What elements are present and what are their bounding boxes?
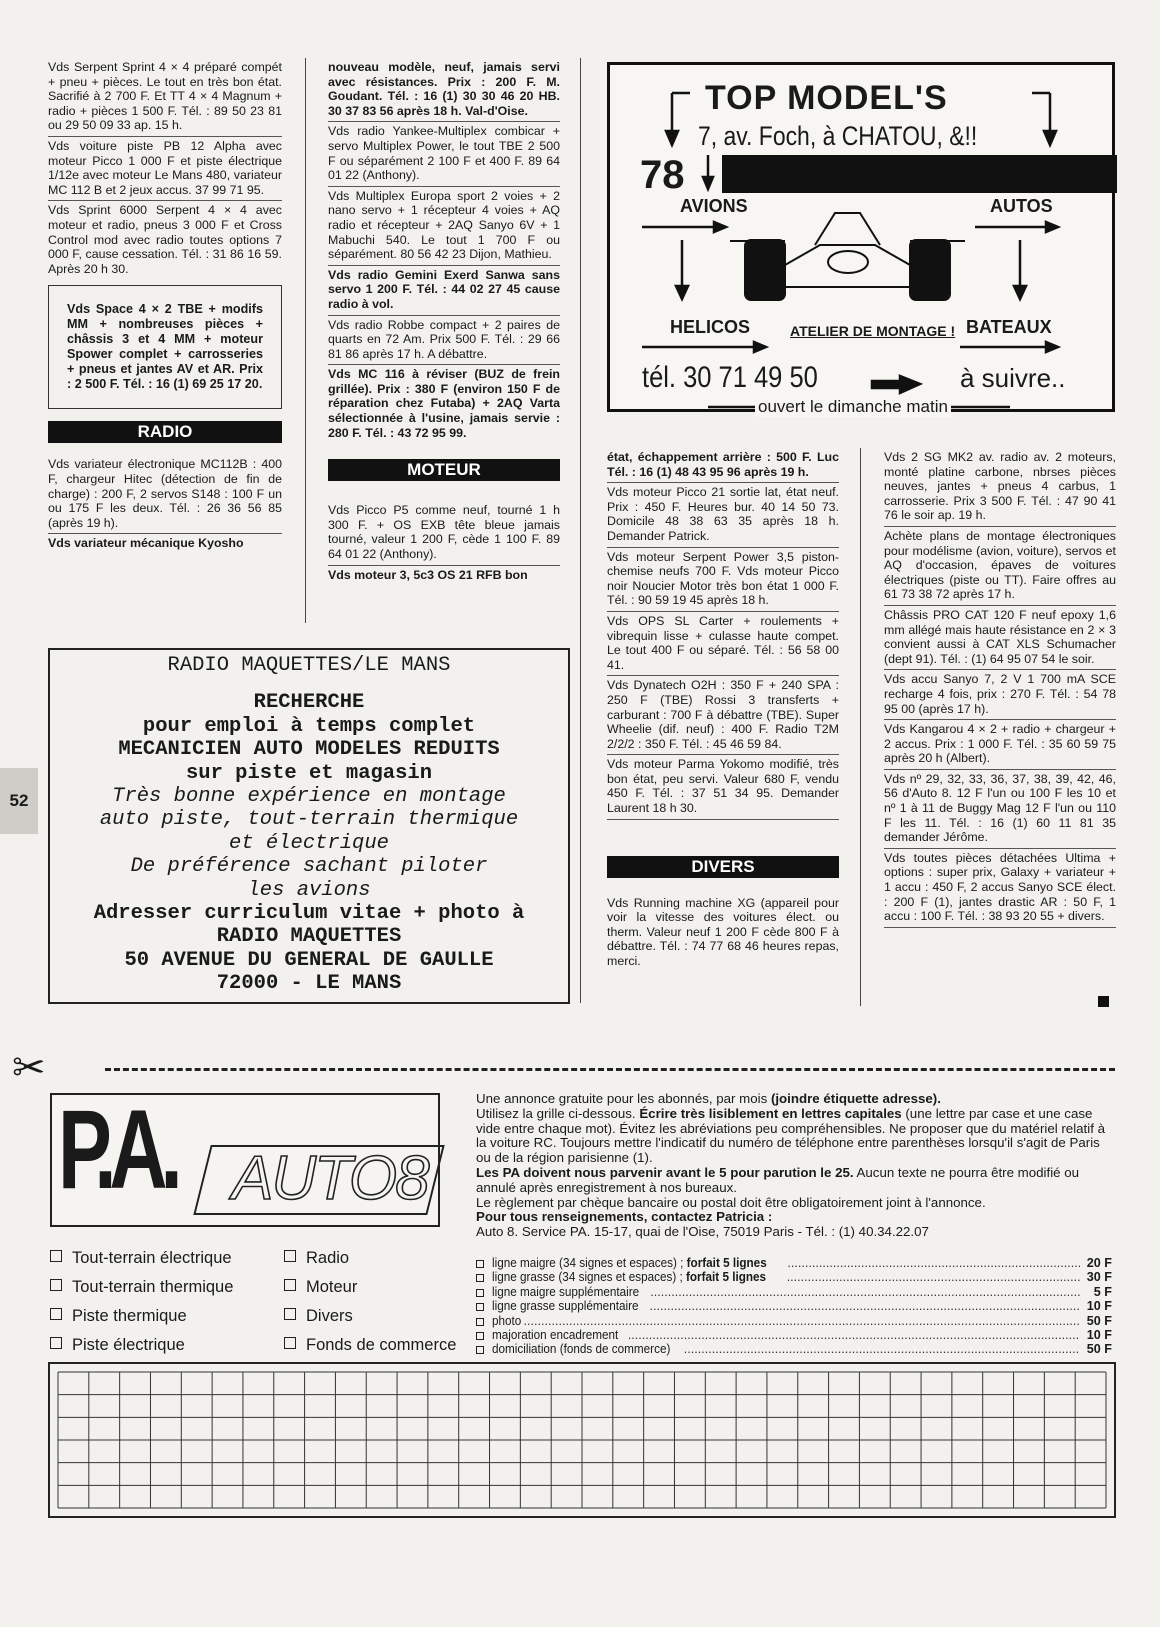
category-option[interactable]: Tout-terrain thermique: [50, 1273, 233, 1302]
classified-ad: Vds toutes pièces détachées Ultima + options : super prix, Galaxy + variateur + 1 accu : 450 F, 2 accus Sanyo SCE élect. : 200 F (1), jantes drastic AR : 50 F, 1 accu : 100 F. Tél. : 38 93 20 55 + divers.: [884, 849, 1116, 928]
column-3: [607, 448, 839, 972]
page-number: 52: [0, 768, 38, 834]
advert-line: RECHERCHE: [253, 691, 365, 715]
classified-ad: Vds moteur Parma Yokomo modifié, très bon état, peu servi. Valeur 680 F, vendu 450 F. Tél. : 37 51 34 95. Demander Laurent 18 h 30.: [607, 755, 839, 819]
advert-line: sur piste et magasin: [185, 761, 433, 785]
checkbox-icon[interactable]: [50, 1250, 62, 1262]
logo-auto: AUTO8: [232, 1144, 428, 1213]
label-autos: AUTOS: [990, 196, 1053, 216]
label-bateaux: BATEAUX: [966, 317, 1052, 337]
price-value: 50 F: [1086, 1313, 1112, 1328]
category-option[interactable]: Fonds de commerce: [284, 1331, 456, 1360]
checkbox-icon[interactable]: [284, 1308, 296, 1320]
checkbox-icon[interactable]: [476, 1332, 484, 1340]
label-avions: AVIONS: [680, 196, 748, 216]
advert-line: 72000 - LE MANS: [216, 972, 402, 996]
checkbox-icon[interactable]: [50, 1337, 62, 1349]
leader-dots: [628, 1328, 1080, 1342]
classified-ad: Vds nº 29, 32, 33, 36, 37, 38, 39, 42, 46, 56 d'Auto 8. 12 F l'un ou 100 F les 10 et nº 1 à 11 de Buggy Mag 12 F l'un ou 110 F les 11. Tél. : 16 (1) 60 11 81 35 demander Jérôme.: [884, 770, 1116, 849]
classified-ad: Vds moteur Picco 21 sortie lat, état neuf. Prix : 450 F. Heures bur. 40 14 50 73. Domicile 48 38 63 35 après 18 h. Demander Patrick.: [607, 483, 839, 547]
label-atelier: ATELIER DE MONTAGE !: [790, 323, 956, 339]
price-label: ligne maigre supplémentaire: [492, 1284, 640, 1299]
checkbox-icon[interactable]: [476, 1303, 484, 1311]
label-helicos: HELICOS: [670, 317, 751, 337]
category-option[interactable]: Moteur: [284, 1273, 456, 1302]
advert-line: les avions: [247, 878, 371, 902]
classified-ad: nouveau modèle, neuf, jamais servi avec résistances. Prix : 200 F. M. Goudant. Tél. : 16 (1) 30 30 46 20 HB. 30 37 83 56 après 18 h. Val-d'Oise.: [328, 58, 560, 122]
column-divider: [580, 58, 581, 1003]
checkbox-icon[interactable]: [476, 1260, 484, 1268]
advert-line: auto piste, tout-terrain thermique: [99, 808, 519, 832]
advert-phone: tél. 30 71 49 50: [642, 361, 818, 394]
cut-line: [105, 1068, 1115, 1071]
column-4: [884, 448, 1116, 928]
checkbox-icon[interactable]: [284, 1337, 296, 1349]
advert-department: 78: [640, 153, 685, 197]
price-row: [476, 1342, 1112, 1356]
classified-ad: état, échappement arrière : 500 F. Luc Tél. : 16 (1) 48 43 95 96 après 19 h.: [607, 448, 839, 483]
classified-ad: Châssis PRO CAT 120 F neuf epoxy 1,6 mm allégé mais haute résistance en 2 × 3 convient aussi à CAT XLS Schumacher (dept 91). Tél. : (1) 64 95 07 54 le soir.: [884, 606, 1116, 670]
price-label: ligne grasse (34 signes et espaces) ; forfait 5 lignes: [492, 1270, 767, 1285]
logo-pa: P.A.: [58, 1087, 176, 1212]
info-bold: (joindre étiquette adresse).: [770, 1091, 941, 1106]
info-bold: Écrire très lisiblement en lettres capitales: [639, 1105, 902, 1121]
price-label: photo: [492, 1313, 522, 1328]
advert-line: RADIO MAQUETTES: [216, 925, 402, 949]
end-mark: [1098, 996, 1109, 1007]
advert-address: 7, av. Foch, à CHATOU, &!!: [698, 121, 978, 151]
column-1: [48, 58, 282, 554]
price-value: 30 F: [1086, 1270, 1112, 1285]
leader-dots: [650, 1285, 1080, 1299]
advert-title: TOP MODEL'S: [705, 79, 948, 117]
letter-grid-cells[interactable]: [50, 1364, 1114, 1516]
price-row: [476, 1285, 1112, 1299]
section-header-divers: DIVERS: [607, 856, 839, 878]
classified-ad-continued: Vds moteur 3, 5c3 OS 21 RFB bon: [328, 567, 528, 582]
price-row: [476, 1328, 1112, 1342]
classified-ad: Vds radio Yankee-Multiplex combicar + servo Multiplex Power, le tout TBE 2 500 F ou séparément 2 100 F et 400 F. 89 64 01 22 (Anthony).: [328, 122, 560, 186]
leader-dots: [684, 1342, 1080, 1356]
checkbox-icon[interactable]: [476, 1274, 484, 1282]
classified-ad: Vds voiture piste PB 12 Alpha avec moteur Picco 1 000 F et piste électrique 1/12e avec moteur Le Mans 480, variateur MC 112 B et 2 jeux accus. 37 99 71 95.: [48, 137, 282, 201]
price-row: [476, 1314, 1112, 1328]
price-list: [476, 1256, 1112, 1357]
form-instructions: [476, 1092, 1116, 1240]
letter-grid[interactable]: [48, 1362, 1116, 1518]
info-text: Le règlement par chèque bancaire ou postal doit être obligatoirement joint à l'annonce.: [476, 1194, 986, 1210]
column-divider: [860, 448, 861, 1006]
classified-ad: Vds variateur électronique MC112B : 400 F, chargeur Hitec (détection de fin de charge) : 200 F, 2 servos S148 : 100 F un ou 175 F les deux. Tél. : 26 36 56 85 (après 19 h).: [48, 455, 282, 534]
price-row: [476, 1256, 1112, 1270]
category-option[interactable]: Divers: [284, 1302, 456, 1331]
classified-ad: Vds moteur Serpent Power 3,5 piston-chemise neufs 700 F. Vds moteur Picco noir Noucier Motor très bon état 1 000 F. Tél. : 90 59 19 45 après 18 h.: [607, 548, 839, 612]
price-label: ligne maigre (34 signes et espaces) ; forfait 5 lignes: [492, 1256, 767, 1270]
classified-ad: Vds Sprint 6000 Serpent 4 × 4 avec moteur et radio, pneus 3 000 F et Cross Control mod avec radio toutes options 7 000 F, cause cessation. Tél. : 31 86 16 59. Après 20 h 30.: [48, 203, 282, 276]
scissors-icon: ✂: [12, 1046, 46, 1090]
advert-opening: ouvert le dimanche matin: [755, 397, 951, 417]
checkbox-icon[interactable]: [476, 1289, 484, 1297]
price-value: 20 F: [1086, 1256, 1112, 1270]
price-label: majoration encadrement: [492, 1328, 619, 1343]
price-value: 50 F: [1086, 1342, 1112, 1357]
classified-ad: Vds accu Sanyo 7, 2 V 1 700 mA SCE recharge 4 fois, prix : 270 F. Tél. : 54 78 95 00 (après 17 h).: [884, 670, 1116, 720]
leader-dots: [787, 1270, 1080, 1284]
classified-ad: Vds Running machine XG (appareil pour voir la vitesse des voitures élect. ou therm. Valeur neuf 1 200 F cède 800 F à débattre. Tél. : 74 77 68 46 heures repas, merci.: [607, 895, 839, 969]
advert-line: De préférence sachant piloter: [130, 855, 488, 879]
advert-a-suivre: à suivre..: [960, 363, 1066, 393]
section-header-radio: RADIO: [48, 421, 282, 443]
leader-dots: [650, 1299, 1080, 1313]
checkbox-icon[interactable]: [284, 1279, 296, 1291]
section-header-moteur: MOTEUR: [328, 459, 560, 481]
category-option[interactable]: Tout-terrain électrique: [50, 1244, 233, 1273]
column-divider: [305, 58, 306, 623]
classified-ad-continued: Vds variateur mécanique Kyosho: [48, 536, 244, 551]
info-text: Utilisez la grille ci-dessous.: [476, 1105, 640, 1121]
advert-line: MECANICIEN AUTO MODELES REDUITS: [118, 738, 500, 762]
category-option[interactable]: Piste thermique: [50, 1302, 233, 1331]
category-list-right: [284, 1244, 456, 1360]
classified-ad: Vds radio Robbe compact + 2 paires de quarts en 72 Am. Prix 500 F. Tél. : 29 66 81 86 après 17 h. A débattre.: [328, 316, 560, 366]
classified-ad: Vds Serpent Sprint 4 × 4 préparé compét + pneu + pièces. Le tout en très bon état. Sacrifié à 2 700 F. Et TT 4 × 4 Magnum + radio + pièces 1 500 F. Tél. : 89 50 23 81 ou 29 50 09 33 ap. 15 h.: [48, 58, 282, 137]
advert-black-bar: [722, 155, 1117, 193]
info-text: Une annonce gratuite pour les abonnés, par mois: [476, 1091, 771, 1106]
classified-ad: Vds Multiplex Europa sport 2 voies + 2 nano servo + 1 récepteur 4 voies + AQ radio et récepteur + 2AQ Sanyo 6V + 1 Mabuchi 540. Le tout 1 700 F ou séparément. 80 56 42 23 Dijon, Mathieu.: [328, 187, 560, 266]
price-row: [476, 1299, 1112, 1313]
classified-ad: Vds Picco P5 comme neuf, tourné 1 h 300 F. + OS EXB tête bleue jamais tourné, valeur 1 200 F, cède 1 100 F. 89 64 01 22 (Anthony).: [328, 501, 560, 565]
category-list-left: [50, 1244, 233, 1360]
price-label: domiciliation (fonds de commerce): [492, 1342, 671, 1357]
advert-line: RADIO MAQUETTES/LE MANS: [167, 654, 451, 677]
price-value: 10 F: [1086, 1299, 1112, 1314]
advert-line: pour emploi à temps complet: [142, 714, 476, 738]
category-option[interactable]: Piste électrique: [50, 1331, 233, 1360]
checkbox-icon[interactable]: [476, 1318, 484, 1326]
checkbox-icon[interactable]: [50, 1308, 62, 1320]
info-address: Auto 8. Service PA. 15-17, quai de l'Oise, 75019 Paris - Tél. : (1) 40.34.22.07: [476, 1224, 929, 1240]
advert-line: 50 AVENUE DU GENERAL DE GAULLE: [124, 948, 494, 972]
column-2: [328, 58, 560, 585]
classified-ad: Vds MC 116 à réviser (BUZ de frein grillée). Prix : 380 F (environ 150 F de réparation chez Futaba) + 2AQ Varta sélectionnée à l'usine, jamais servie : 280 F. Tél. : 43 72 95 99.: [328, 367, 560, 440]
info-bold: Pour tous renseignements, contactez Patricia :: [476, 1209, 773, 1225]
category-option[interactable]: Radio: [284, 1244, 456, 1273]
classified-ad: Vds radio Gemini Exerd Sanwa sans servo 1 200 F. Tél. : 44 02 27 45 cause radio à vol.: [328, 266, 560, 316]
advert-line: Adresser curriculum vitae + photo à: [93, 902, 525, 926]
info-text: Aucun texte ne pourra être modifié ou annulé après enregistrement à nos bureaux.: [476, 1164, 1080, 1195]
radio-maquettes-advert: [48, 648, 570, 1004]
pa-auto8-logo: [50, 1087, 440, 1227]
leader-dots: [524, 1314, 1080, 1328]
price-label: ligne grasse supplémentaire: [492, 1299, 639, 1314]
advert-line: et électrique: [229, 831, 389, 855]
checkbox-icon[interactable]: [50, 1279, 62, 1291]
info-bold: Les PA doivent nous parvenir avant le 5 pour parution le 25.: [476, 1164, 854, 1180]
checkbox-icon[interactable]: [476, 1346, 484, 1354]
price-value: 5 F: [1093, 1284, 1112, 1299]
advert-line: Très bonne expérience en montage: [112, 785, 506, 809]
top-models-advert: [607, 62, 1115, 416]
classified-ad: Vds Kangarou 4 × 2 + radio + chargeur + 2 accus. Prix : 1 000 F. Tél. : 35 60 59 75 après 20 h (Albert).: [884, 720, 1116, 770]
checkbox-icon[interactable]: [284, 1250, 296, 1262]
info-text: (une lettre par case et une case vide entre chaque mot). Évitez les abréviations peu compréhensibles. Ne proposer que du matériel relatif à la voiture RC. Toujours mettre l'indicatif du numéro de téléphone entre parenthèses lorsqu'il s'agit de Paris ou de la région parisienne (1).: [476, 1105, 1105, 1166]
classified-ad: Vds Dynatech O2H : 350 F + 240 SPA : 250 F (TBE) Rossi 3 transferts + carburant : 700 F à débattre (TBE). Super Wheelie (dif. neuf) : 400 F. Radio T2M 2/2/2 : 350 F. Tél. : 45 46 59 84.: [607, 676, 839, 755]
classified-ad: Achète plans de montage électroniques pour modélisme (avion, voiture), servos et AQ d'occasion, épaves de voitures électriques (piste ou TT). Faire offres au 61 73 38 72 après 17 h.: [884, 527, 1116, 606]
boxed-classified-ad: Vds Space 4 × 2 TBE + modifs MM + nombreuses pièces + châssis 3 et 4 MM + moteur Spower complet + carrosseries + pneus et jantes AV et AR. Prix : 2 500 F. Tél. : 16 (1) 69 25 17 20.: [48, 285, 282, 409]
price-value: 10 F: [1086, 1328, 1112, 1343]
classified-ad: Vds 2 SG MK2 av. radio av. 2 moteurs, monté platine carbone, nbrses pièces neuves, jantes + pneus 4 carbus, 1 carrosserie. Prix 3 500 F. Tél. : 47 90 41 76 le soir ap. 19 h.: [884, 448, 1116, 527]
leader-dots: [787, 1256, 1080, 1270]
classified-ad: Vds OPS SL Carter + roulements + vibrequin lisse + culasse haute compet. Le tout 400 F ou séparé. Tél. : 56 58 00 41.: [607, 612, 839, 676]
price-row: [476, 1270, 1112, 1284]
